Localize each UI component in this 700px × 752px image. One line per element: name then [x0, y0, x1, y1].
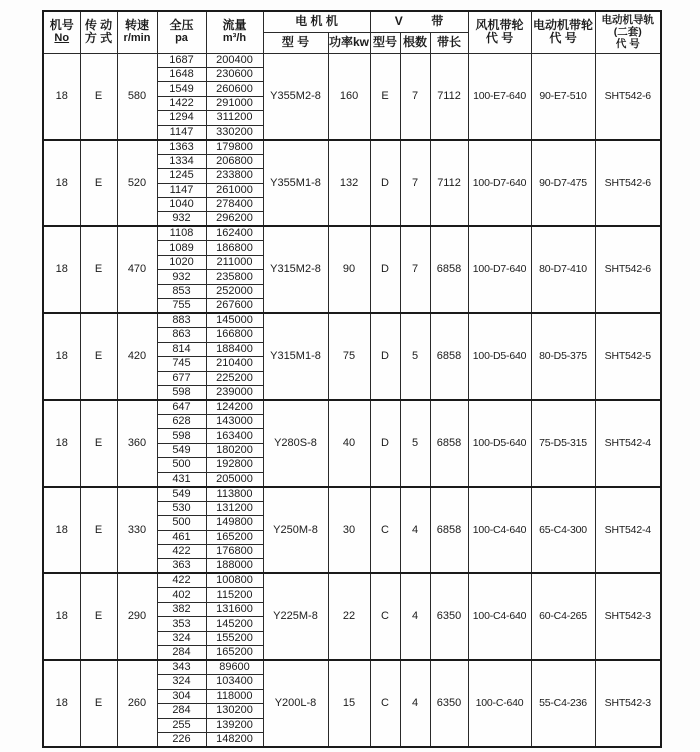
cell-flow: 131200	[206, 501, 263, 515]
cell-belt-length: 7112	[430, 53, 468, 140]
cell-belt-count: 4	[400, 660, 430, 747]
cell-flow: 233800	[206, 169, 263, 183]
cell-rail-code: SHT542-4	[595, 400, 661, 487]
table-header	[43, 11, 661, 53]
cell-fan-no: 18	[43, 53, 80, 140]
header-motor-group: 电 机 机	[263, 11, 370, 32]
header-motor-model: 型 号	[263, 32, 328, 53]
cell-drive-mode: E	[80, 573, 117, 660]
cell-pressure: 284	[157, 646, 206, 661]
cell-fan-pulley-code: 100-D5-640	[468, 400, 531, 487]
cell-flow: 139200	[206, 718, 263, 732]
cell-pressure: 1334	[157, 154, 206, 168]
cell-speed: 420	[117, 313, 157, 400]
cell-motor-power: 30	[328, 487, 370, 574]
cell-flow: 155200	[206, 631, 263, 645]
cell-pressure: 549	[157, 443, 206, 457]
cell-pressure: 1294	[157, 111, 206, 125]
cell-belt-model: D	[370, 140, 400, 227]
header-belt-length: 带长	[430, 32, 468, 53]
cell-pressure: 1147	[157, 125, 206, 140]
cell-motor-model: Y355M1-8	[263, 140, 328, 227]
cell-pressure: 549	[157, 487, 206, 502]
cell-fan-no: 18	[43, 660, 80, 747]
cell-pressure: 255	[157, 718, 206, 732]
cell-flow: 225200	[206, 371, 263, 385]
cell-flow: 252000	[206, 284, 263, 298]
cell-belt-length: 6858	[430, 226, 468, 313]
header-drive-mode	[80, 11, 117, 53]
cell-motor-pulley-code: 55-C4-236	[531, 660, 595, 747]
cell-speed: 260	[117, 660, 157, 747]
cell-pressure: 1422	[157, 96, 206, 110]
header-motor-pulley-line1: 电动机带轮	[533, 18, 594, 33]
header-motor-power: 功率kw	[328, 32, 370, 53]
cell-motor-model: Y315M1-8	[263, 313, 328, 400]
header-rail-line3: 代 号	[615, 38, 640, 51]
header-motor-pulley-code	[531, 11, 595, 53]
cell-rail-code: SHT542-6	[595, 53, 661, 140]
cell-belt-model: D	[370, 313, 400, 400]
cell-flow: 118000	[206, 689, 263, 703]
header-flow-cn: 流量	[222, 18, 247, 33]
cell-pressure: 1687	[157, 53, 206, 67]
cell-belt-model: C	[370, 573, 400, 660]
cell-motor-model: Y280S-8	[263, 400, 328, 487]
cell-fan-no: 18	[43, 573, 80, 660]
cell-belt-length: 6350	[430, 573, 468, 660]
cell-pressure: 304	[157, 689, 206, 703]
cell-pressure: 431	[157, 472, 206, 487]
cell-belt-count: 7	[400, 53, 430, 140]
cell-flow: 235800	[206, 270, 263, 284]
cell-fan-pulley-code: 100-E7-640	[468, 53, 531, 140]
cell-fan-pulley-code: 100-C4-640	[468, 487, 531, 574]
cell-flow: 180200	[206, 443, 263, 457]
cell-flow: 210400	[206, 357, 263, 371]
header-vbelt-group	[370, 11, 468, 32]
cell-pressure: 1108	[157, 226, 206, 241]
cell-motor-pulley-code: 80-D5-375	[531, 313, 595, 400]
cell-flow: 103400	[206, 675, 263, 689]
cell-fan-no: 18	[43, 140, 80, 227]
cell-pressure: 853	[157, 284, 206, 298]
cell-flow: 165200	[206, 646, 263, 661]
cell-flow: 148200	[206, 732, 263, 747]
cell-pressure: 422	[157, 545, 206, 559]
cell-pressure: 1549	[157, 82, 206, 96]
cell-flow: 113800	[206, 487, 263, 502]
header-vbelt-dai: 带	[431, 14, 444, 29]
header-rail-line2: (二套)	[613, 26, 642, 39]
cell-belt-model: D	[370, 400, 400, 487]
cell-flow: 165200	[206, 530, 263, 544]
header-pressure-cn: 全压	[169, 18, 194, 33]
cell-pressure: 402	[157, 588, 206, 602]
cell-flow: 239000	[206, 385, 263, 400]
cell-fan-no: 18	[43, 226, 80, 313]
cell-drive-mode: E	[80, 487, 117, 574]
cell-flow: 296200	[206, 212, 263, 227]
cell-motor-model: Y200L-8	[263, 660, 328, 747]
cell-pressure: 598	[157, 429, 206, 443]
header-fan-pulley-code	[468, 11, 531, 53]
cell-flow: 200400	[206, 53, 263, 67]
cell-drive-mode: E	[80, 53, 117, 140]
cell-rail-code: SHT542-3	[595, 660, 661, 747]
cell-rail-code: SHT542-4	[595, 487, 661, 574]
cell-pressure: 883	[157, 313, 206, 328]
cell-pressure: 461	[157, 530, 206, 544]
header-pressure	[157, 11, 206, 53]
header-vbelt-v: V	[394, 14, 403, 29]
cell-motor-model: Y250M-8	[263, 487, 328, 574]
cell-pressure: 226	[157, 732, 206, 747]
cell-speed: 470	[117, 226, 157, 313]
cell-pressure: 677	[157, 371, 206, 385]
cell-pressure: 1245	[157, 169, 206, 183]
cell-pressure: 500	[157, 516, 206, 530]
cell-pressure: 363	[157, 559, 206, 574]
cell-pressure: 1648	[157, 67, 206, 81]
header-fan-pulley-line1: 风机带轮	[475, 18, 524, 33]
cell-rail-code: SHT542-5	[595, 313, 661, 400]
header-fan-pulley-line2: 代 号	[485, 31, 514, 46]
cell-belt-model: C	[370, 487, 400, 574]
cell-drive-mode: E	[80, 660, 117, 747]
header-fan-no-cn: 机号	[49, 18, 74, 33]
cell-motor-power: 132	[328, 140, 370, 227]
cell-fan-pulley-code: 100-D7-640	[468, 140, 531, 227]
cell-fan-pulley-code: 100-C-640	[468, 660, 531, 747]
cell-pressure: 863	[157, 328, 206, 342]
header-drive-line2: 方 式	[84, 31, 113, 46]
header-flow	[206, 11, 263, 53]
cell-flow: 143000	[206, 414, 263, 428]
cell-flow: 89600	[206, 660, 263, 675]
cell-belt-length: 7112	[430, 140, 468, 227]
cell-pressure: 343	[157, 660, 206, 675]
cell-belt-model: C	[370, 660, 400, 747]
table-row	[43, 53, 661, 67]
header-pressure-unit: pa	[175, 32, 188, 45]
cell-fan-no: 18	[43, 400, 80, 487]
cell-pressure: 932	[157, 212, 206, 227]
cell-pressure: 647	[157, 400, 206, 415]
cell-motor-model: Y315M2-8	[263, 226, 328, 313]
table-row	[43, 226, 661, 241]
cell-pressure: 814	[157, 342, 206, 356]
cell-speed: 520	[117, 140, 157, 227]
table-body	[43, 53, 661, 747]
cell-pressure: 1089	[157, 241, 206, 255]
cell-motor-power: 22	[328, 573, 370, 660]
cell-fan-pulley-code: 100-D7-640	[468, 226, 531, 313]
cell-speed: 290	[117, 573, 157, 660]
cell-flow: 188400	[206, 342, 263, 356]
cell-drive-mode: E	[80, 226, 117, 313]
header-speed	[117, 11, 157, 53]
cell-flow: 260600	[206, 82, 263, 96]
cell-pressure: 1020	[157, 255, 206, 269]
cell-belt-count: 4	[400, 487, 430, 574]
cell-pressure: 1147	[157, 183, 206, 197]
cell-fan-pulley-code: 100-C4-640	[468, 573, 531, 660]
table-row	[43, 140, 661, 155]
cell-pressure: 745	[157, 357, 206, 371]
cell-belt-length: 6350	[430, 660, 468, 747]
cell-flow: 176800	[206, 545, 263, 559]
cell-belt-count: 4	[400, 573, 430, 660]
cell-motor-model: Y355M2-8	[263, 53, 328, 140]
cell-flow: 162400	[206, 226, 263, 241]
cell-flow: 145000	[206, 313, 263, 328]
cell-flow: 261000	[206, 183, 263, 197]
cell-flow: 124200	[206, 400, 263, 415]
table-row	[43, 400, 661, 415]
cell-pressure: 284	[157, 704, 206, 718]
cell-flow: 149800	[206, 516, 263, 530]
cell-pressure: 500	[157, 458, 206, 472]
cell-belt-count: 7	[400, 140, 430, 227]
cell-belt-count: 7	[400, 226, 430, 313]
cell-belt-length: 6858	[430, 313, 468, 400]
cell-rail-code: SHT542-6	[595, 226, 661, 313]
cell-motor-pulley-code: 75-D5-315	[531, 400, 595, 487]
cell-belt-model: D	[370, 226, 400, 313]
cell-pressure: 353	[157, 617, 206, 631]
cell-flow: 130200	[206, 704, 263, 718]
cell-flow: 166800	[206, 328, 263, 342]
cell-flow: 145200	[206, 617, 263, 631]
header-speed-cn: 转速	[124, 18, 149, 33]
cell-rail-code: SHT542-6	[595, 140, 661, 227]
cell-belt-model: E	[370, 53, 400, 140]
cell-speed: 580	[117, 53, 157, 140]
fan-spec-table	[42, 10, 662, 748]
cell-motor-power: 160	[328, 53, 370, 140]
header-motor-rail-code	[595, 11, 661, 53]
cell-pressure: 755	[157, 299, 206, 314]
cell-motor-power: 75	[328, 313, 370, 400]
cell-pressure: 530	[157, 501, 206, 515]
cell-pressure: 382	[157, 602, 206, 616]
cell-flow: 206800	[206, 154, 263, 168]
cell-flow: 115200	[206, 588, 263, 602]
header-fan-no-en: No	[54, 32, 70, 45]
cell-drive-mode: E	[80, 140, 117, 227]
cell-flow: 278400	[206, 198, 263, 212]
header-row-1	[43, 11, 661, 32]
cell-pressure: 628	[157, 414, 206, 428]
cell-drive-mode: E	[80, 313, 117, 400]
cell-fan-no: 18	[43, 487, 80, 574]
header-motor-pulley-line2: 代 号	[549, 31, 577, 46]
cell-flow: 211000	[206, 255, 263, 269]
cell-flow: 100800	[206, 573, 263, 588]
cell-fan-pulley-code: 100-D5-640	[468, 313, 531, 400]
cell-pressure: 422	[157, 573, 206, 588]
table-row	[43, 660, 661, 675]
cell-speed: 330	[117, 487, 157, 574]
header-flow-unit: m³/h	[222, 32, 247, 45]
cell-fan-no: 18	[43, 313, 80, 400]
cell-belt-length: 6858	[430, 400, 468, 487]
cell-pressure: 324	[157, 675, 206, 689]
cell-flow: 163400	[206, 429, 263, 443]
cell-pressure: 932	[157, 270, 206, 284]
cell-flow: 186800	[206, 241, 263, 255]
cell-motor-power: 15	[328, 660, 370, 747]
cell-flow: 230600	[206, 67, 263, 81]
table-row	[43, 313, 661, 328]
cell-motor-model: Y225M-8	[263, 573, 328, 660]
cell-flow: 205000	[206, 472, 263, 487]
cell-pressure: 324	[157, 631, 206, 645]
header-rail-line1: 电动机导轨	[601, 14, 655, 27]
cell-pressure: 598	[157, 385, 206, 400]
cell-motor-pulley-code: 90-E7-510	[531, 53, 595, 140]
cell-speed: 360	[117, 400, 157, 487]
table-row	[43, 487, 661, 502]
cell-belt-count: 5	[400, 400, 430, 487]
cell-flow: 311200	[206, 111, 263, 125]
cell-flow: 179800	[206, 140, 263, 155]
header-fan-no	[43, 11, 80, 53]
cell-pressure: 1363	[157, 140, 206, 155]
header-belt-count: 根数	[400, 32, 430, 53]
header-speed-unit: r/min	[123, 32, 151, 45]
table-row	[43, 573, 661, 588]
cell-flow: 188000	[206, 559, 263, 574]
cell-flow: 291000	[206, 96, 263, 110]
cell-flow: 192800	[206, 458, 263, 472]
header-belt-model: 型号	[370, 32, 400, 53]
cell-drive-mode: E	[80, 400, 117, 487]
cell-pressure: 1040	[157, 198, 206, 212]
cell-motor-power: 90	[328, 226, 370, 313]
cell-flow: 131600	[206, 602, 263, 616]
cell-belt-length: 6858	[430, 487, 468, 574]
cell-flow: 330200	[206, 125, 263, 140]
cell-motor-pulley-code: 65-C4-300	[531, 487, 595, 574]
cell-motor-pulley-code: 90-D7-475	[531, 140, 595, 227]
cell-flow: 267600	[206, 299, 263, 314]
cell-rail-code: SHT542-3	[595, 573, 661, 660]
header-drive-line1: 传 动	[84, 18, 113, 33]
cell-belt-count: 5	[400, 313, 430, 400]
cell-motor-pulley-code: 80-D7-410	[531, 226, 595, 313]
cell-motor-power: 40	[328, 400, 370, 487]
cell-motor-pulley-code: 60-C4-265	[531, 573, 595, 660]
